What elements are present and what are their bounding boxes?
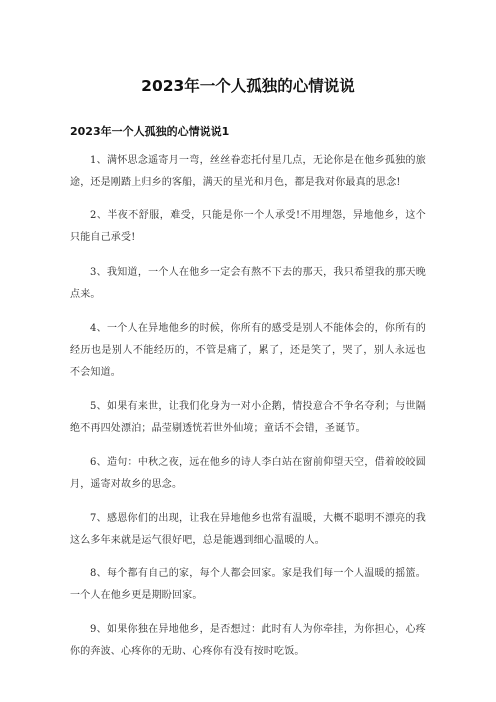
paragraph-6: 6、造句：中秋之夜，远在他乡的诗人李白站在窗前仰望天空，借着皎皎圆月，遥寄对故乡的思念。 xyxy=(70,457,426,490)
paragraph-7: 7、感恩你们的出现，让我在异地他乡也常有温暖，大概不聪明不漂亮的我这么多年来就是运气很好吧，总是能遇到细心温暖的人。 xyxy=(70,513,426,546)
paragraph-5: 5、如果有来世，让我们化身为一对小企鹅，情投意合不争名夺利；与世隔绝不再四处漂泊；晶莹剔透恍若世外仙境；童话不会错，圣诞节。 xyxy=(70,401,426,434)
paragraph-3: 3、我知道，一个人在他乡一定会有熬不下去的那天，我只希望我的那天晚点来。 xyxy=(70,267,426,300)
paragraph-2: 2、半夜不舒服，难受，只能是你一个人承受!不用埋怨，异地他乡，这个只能自己承受! xyxy=(70,210,426,243)
paragraph-4: 4、一个人在异地他乡的时候，你所有的感受是别人不能体会的，你所有的经历也是别人不能经历的，不管是痛了，累了，还是笑了，哭了，别人永远也不会知道。 xyxy=(70,323,426,378)
document-title: 2023年一个人孤独的心情说说 xyxy=(141,77,355,95)
section-title: 2023年一个人孤独的心情说说1 xyxy=(70,125,230,138)
paragraph-1: 1、满怀思念遥寄月一弯，丝丝眷恋托付星几点，无论你是在他乡孤独的旅途，还是刚踏上归乡的客船，满天的星光和月色，都是我对你最真的思念! xyxy=(70,155,426,188)
paragraph-9: 9、如果你独在异地他乡，是否想过：此时有人为你牵挂，为你担心，心疼你的奔波、心疼你的无助、心疼你有没有按时吃饭。 xyxy=(70,624,426,657)
paragraph-8: 8、每个都有自己的家，每个人都会回家。家是我们每一个人温暖的摇篮。一个人在他乡更是期盼回家。 xyxy=(70,568,426,601)
